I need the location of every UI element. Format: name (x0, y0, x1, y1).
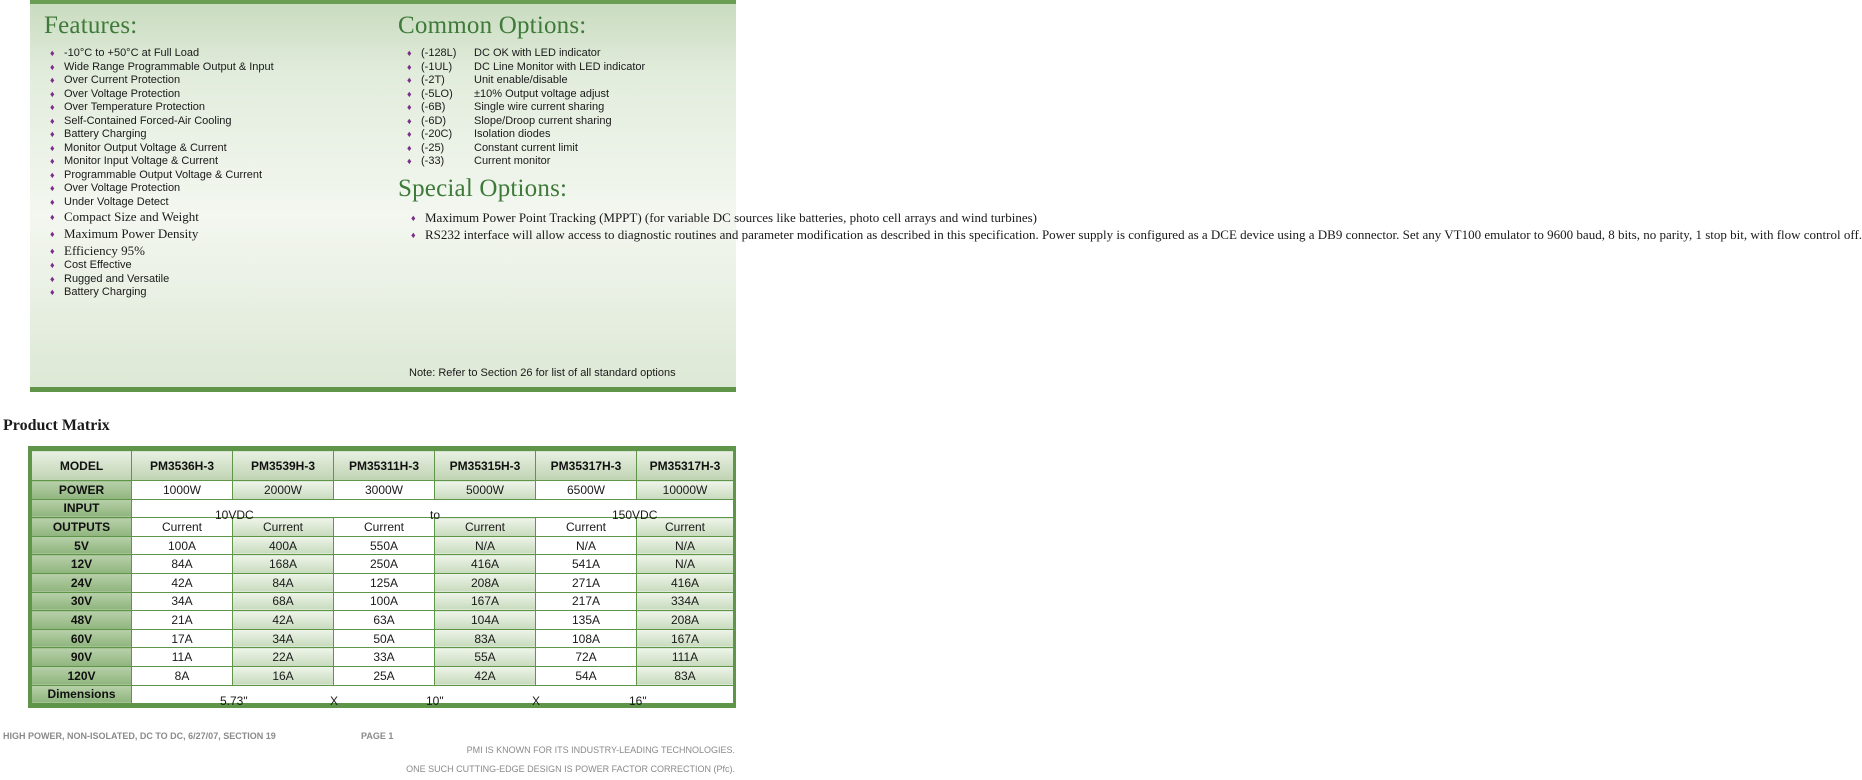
current-cell: 208A (435, 573, 536, 592)
diamond-bullet-icon: ♦ (50, 129, 55, 139)
current-cell: 50A (334, 629, 435, 648)
diamond-bullet-icon: ♦ (50, 115, 55, 126)
special-options-list (411, 210, 1862, 243)
current-cell: 250A (334, 555, 435, 574)
current-cell: N/A (637, 536, 734, 555)
product-matrix-frame (28, 446, 736, 708)
common-option-item (407, 142, 645, 156)
power-cell: 3000W (334, 481, 435, 500)
diamond-bullet-icon: ♦ (411, 229, 416, 240)
common-option-item (407, 61, 645, 75)
input-to-word: to (430, 508, 441, 523)
feature-text: Over Voltage Protection (64, 87, 181, 100)
option-text: Constant current limit (474, 141, 578, 154)
dimensions-row (32, 685, 734, 704)
diamond-bullet-icon: ♦ (50, 183, 55, 193)
feature-text: Efficiency 95% (64, 242, 145, 258)
feature-item (50, 169, 274, 183)
current-cell: 33A (334, 648, 435, 667)
feature-item (50, 47, 274, 61)
current-cell: 8A (132, 666, 233, 685)
option-code: (-6D) (421, 114, 447, 127)
power-cell: 10000W (637, 481, 734, 500)
diamond-bullet-icon: ♦ (50, 228, 55, 239)
dimension-width: 5.73" (220, 694, 248, 709)
voltage-row (32, 648, 734, 667)
diamond-bullet-icon: ♦ (407, 48, 412, 58)
product-matrix-table (31, 450, 734, 709)
feature-text: Over Current Protection (64, 74, 181, 86)
feature-text: Over Voltage Protection (64, 182, 181, 194)
feature-item (50, 61, 274, 75)
power-cell: 6500W (536, 481, 637, 500)
option-code: (-2T) (421, 74, 445, 86)
special-option-item (411, 226, 1862, 244)
dimension-separator: X (330, 694, 339, 709)
dimension-depth: 16" (629, 694, 647, 709)
current-cell: N/A (435, 536, 536, 555)
current-cell: 83A (435, 629, 536, 648)
feature-item (50, 286, 274, 300)
option-text: Current monitor (474, 155, 551, 167)
option-code: (-5LO) (421, 87, 453, 100)
current-cell: 25A (334, 666, 435, 685)
power-row (32, 481, 734, 500)
feature-text: Under Voltage Detect (64, 195, 169, 208)
model-column-header: PM35317H-3 (536, 451, 637, 481)
diamond-bullet-icon: ♦ (407, 102, 412, 112)
common-option-item (407, 115, 645, 129)
feature-item (50, 74, 274, 88)
diamond-bullet-icon: ♦ (407, 61, 412, 72)
diamond-bullet-icon: ♦ (407, 129, 412, 139)
current-cell: 400A (233, 536, 334, 555)
feature-text: Maximum Power Density (64, 225, 199, 241)
feature-item (50, 155, 274, 169)
current-cell: 84A (233, 573, 334, 592)
current-cell: 167A (435, 592, 536, 611)
option-text: Single wire current sharing (474, 101, 605, 113)
current-cell: 17A (132, 629, 233, 648)
outputs-cell: Current (435, 518, 536, 537)
current-cell: 100A (132, 536, 233, 555)
special-option-text: RS232 interface will allow access to diagnostic routines and parameter modification as described in this specification. Power supply is configured as a DCE device using a DB9 connector. Set any VT100 emulator to 9600 baud, 8 bits, no parity, 1 stop bit, with flow control off. (425, 226, 1862, 242)
option-text: Unit enable/disable (474, 74, 568, 86)
row-label: 60V (32, 629, 132, 648)
special-option-item (411, 210, 1037, 227)
feature-text: Battery Charging (64, 286, 147, 299)
current-cell: 111A (637, 648, 734, 667)
row-label: 48V (32, 611, 132, 630)
voltage-row (32, 573, 734, 592)
input-min: 10VDC (215, 508, 254, 523)
feature-text: Monitor Input Voltage & Current (64, 155, 219, 167)
option-code: (-25) (421, 141, 445, 154)
model-column-header: PM3536H-3 (132, 451, 233, 481)
current-cell: 42A (233, 611, 334, 630)
features-list (50, 47, 274, 300)
feature-text: Rugged and Versatile (64, 272, 170, 285)
model-column-header: PM35317H-3 (637, 451, 734, 481)
row-label: INPUT (32, 499, 132, 518)
input-max: 150VDC (612, 508, 658, 523)
matrix-header-row (32, 451, 734, 481)
row-label: Dimensions (32, 685, 132, 704)
feature-item (50, 273, 274, 287)
dimensions-cell (132, 685, 734, 709)
outputs-cell: Current (536, 518, 637, 537)
footer-tagline-1: PMI IS KNOWN FOR ITS INDUSTRY-LEADING TECHNOLOGIES. (466, 745, 735, 755)
diamond-bullet-icon: ♦ (50, 196, 55, 207)
current-cell: 125A (334, 573, 435, 592)
feature-item (50, 88, 274, 102)
current-cell: 34A (233, 629, 334, 648)
option-code: (-33) (421, 155, 445, 167)
options-note: Note: Refer to Section 26 for list of all standard options (409, 367, 676, 379)
current-cell: 21A (132, 611, 233, 630)
current-cell: 83A (637, 666, 734, 685)
current-cell: 54A (536, 666, 637, 685)
special-options-heading: Special Options: (398, 175, 568, 202)
current-cell: 63A (334, 611, 435, 630)
current-cell: 416A (637, 573, 734, 592)
row-label: 5V (32, 536, 132, 555)
row-label: 24V (32, 573, 132, 592)
feature-item (50, 196, 274, 210)
diamond-bullet-icon: ♦ (407, 142, 412, 153)
current-cell: 42A (435, 666, 536, 685)
feature-text: Over Temperature Protection (64, 101, 206, 113)
option-code: (-20C) (421, 128, 453, 140)
feature-item (50, 209, 274, 226)
current-cell: 334A (637, 592, 734, 611)
current-cell: 84A (132, 555, 233, 574)
feature-text: -10°C to +50°C at Full Load (64, 47, 200, 59)
current-cell: 34A (132, 592, 233, 611)
row-label: OUTPUTS (32, 518, 132, 537)
current-cell: 108A (536, 629, 637, 648)
common-option-item (407, 128, 645, 142)
current-cell: 42A (132, 573, 233, 592)
model-column-header: PM3539H-3 (233, 451, 334, 481)
row-label: 12V (32, 555, 132, 574)
feature-text: Programmable Output Voltage & Current (64, 168, 263, 181)
feature-item (50, 226, 274, 243)
feature-item (50, 259, 274, 273)
diamond-bullet-icon: ♦ (411, 213, 416, 223)
diamond-bullet-icon: ♦ (50, 88, 55, 99)
diamond-bullet-icon: ♦ (407, 75, 412, 85)
option-text: Slope/Droop current sharing (474, 114, 612, 127)
outputs-cell: Current (132, 518, 233, 537)
input-row (32, 499, 734, 518)
current-cell: 11A (132, 648, 233, 667)
current-cell: 72A (536, 648, 637, 667)
footer-doc-info: HIGH POWER, NON-ISOLATED, DC TO DC, 6/27/07, SECTION 19 (3, 731, 276, 741)
current-cell: 104A (435, 611, 536, 630)
diamond-bullet-icon: ♦ (50, 156, 55, 166)
feature-text: Cost Effective (64, 259, 132, 272)
outputs-cell: Current (637, 518, 734, 537)
common-option-item (407, 47, 645, 61)
outputs-cell: Current (233, 518, 334, 537)
product-matrix-title: Product Matrix (3, 417, 110, 434)
diamond-bullet-icon: ♦ (407, 156, 412, 166)
common-option-item (407, 74, 645, 88)
diamond-bullet-icon: ♦ (407, 88, 412, 99)
dimension-height: 10" (426, 694, 444, 709)
current-cell: 217A (536, 592, 637, 611)
model-header: MODEL (32, 451, 132, 481)
power-cell: 5000W (435, 481, 536, 500)
current-cell: 416A (435, 555, 536, 574)
voltage-row (32, 592, 734, 611)
common-option-item (407, 88, 645, 102)
input-range-cell (132, 499, 734, 523)
diamond-bullet-icon: ♦ (50, 287, 55, 298)
current-cell: 541A (536, 555, 637, 574)
current-cell: 135A (536, 611, 637, 630)
current-cell: 168A (233, 555, 334, 574)
special-option-text: Maximum Power Point Tracking (MPPT) (for variable DC sources like batteries, photo cell arrays and wind turbines) (425, 210, 1037, 225)
dimension-separator: X (532, 694, 541, 709)
outputs-cell: Current (334, 518, 435, 537)
common-option-item (407, 155, 645, 169)
diamond-bullet-icon: ♦ (50, 61, 55, 72)
footer-page-number: PAGE 1 (361, 731, 394, 741)
option-text: DC Line Monitor with LED indicator (474, 60, 646, 73)
current-cell: N/A (536, 536, 637, 555)
feature-item (50, 128, 274, 142)
common-option-item (407, 101, 645, 115)
row-label: 120V (32, 666, 132, 685)
common-options-heading: Common Options: (398, 12, 587, 39)
option-code: (-1UL) (421, 60, 453, 73)
voltage-row (32, 666, 734, 685)
feature-item (50, 101, 274, 115)
diamond-bullet-icon: ♦ (50, 260, 55, 271)
option-text: Isolation diodes (474, 128, 551, 140)
model-column-header: PM35315H-3 (435, 451, 536, 481)
feature-text: Self-Contained Forced-Air Cooling (64, 114, 232, 127)
feature-text: Monitor Output Voltage & Current (64, 141, 227, 154)
row-label: 30V (32, 592, 132, 611)
feature-item (50, 182, 274, 196)
footer-tagline-2: ONE SUCH CUTTING-EDGE DESIGN IS POWER FACTOR CORRECTION (Pfc). (406, 764, 735, 774)
current-cell: 208A (637, 611, 734, 630)
diamond-bullet-icon: ♦ (50, 245, 55, 256)
power-cell: 1000W (132, 481, 233, 500)
diamond-bullet-icon: ♦ (407, 115, 412, 126)
current-cell: 22A (233, 648, 334, 667)
diamond-bullet-icon: ♦ (50, 48, 55, 58)
diamond-bullet-icon: ♦ (50, 102, 55, 112)
option-code: (-128L) (421, 47, 457, 59)
diamond-bullet-icon: ♦ (50, 273, 55, 284)
common-options-list (407, 47, 645, 169)
feature-text: Compact Size and Weight (64, 209, 199, 224)
voltage-row (32, 611, 734, 630)
diamond-bullet-icon: ♦ (50, 169, 55, 180)
options-panel (30, 0, 1862, 392)
current-cell: 100A (334, 592, 435, 611)
option-text: ±10% Output voltage adjust (474, 87, 610, 100)
current-cell: N/A (637, 555, 734, 574)
option-text: DC OK with LED indicator (474, 47, 601, 59)
row-label: POWER (32, 481, 132, 500)
feature-item (50, 115, 274, 129)
feature-text: Wide Range Programmable Output & Input (64, 60, 274, 73)
current-cell: 167A (637, 629, 734, 648)
feature-text: Battery Charging (64, 128, 147, 140)
power-cell: 2000W (233, 481, 334, 500)
features-heading: Features: (44, 12, 138, 39)
voltage-row (32, 555, 734, 574)
model-column-header: PM35311H-3 (334, 451, 435, 481)
current-cell: 55A (435, 648, 536, 667)
row-label: 90V (32, 648, 132, 667)
option-code: (-6B) (421, 101, 446, 113)
diamond-bullet-icon: ♦ (50, 142, 55, 153)
feature-item (50, 142, 274, 156)
current-cell: 550A (334, 536, 435, 555)
feature-item (50, 243, 274, 260)
diamond-bullet-icon: ♦ (50, 75, 55, 85)
current-cell: 16A (233, 666, 334, 685)
voltage-row (32, 536, 734, 555)
diamond-bullet-icon: ♦ (50, 212, 55, 222)
current-cell: 271A (536, 573, 637, 592)
current-cell: 68A (233, 592, 334, 611)
voltage-row (32, 629, 734, 648)
